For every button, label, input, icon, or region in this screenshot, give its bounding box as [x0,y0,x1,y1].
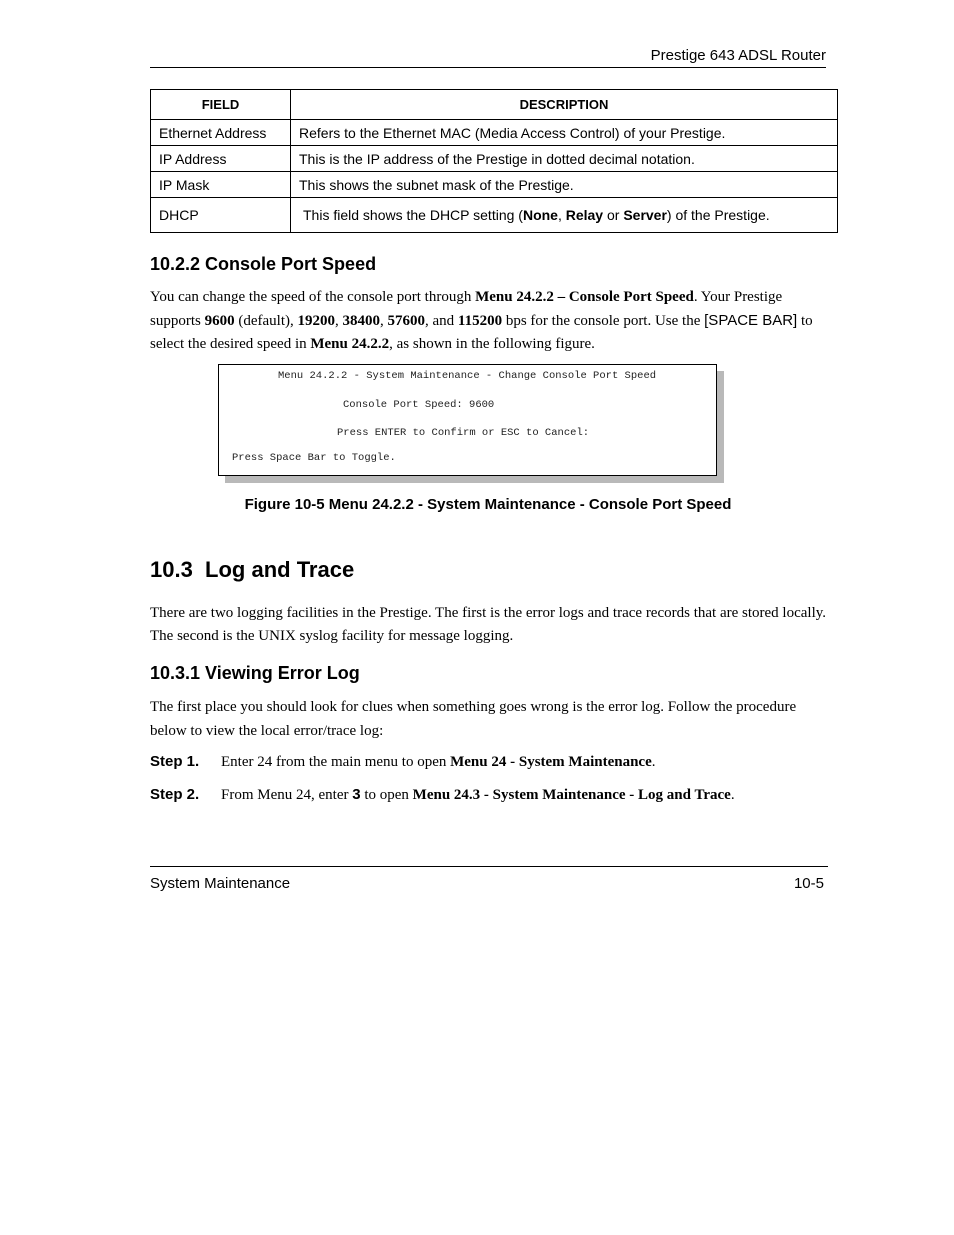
header-title: Prestige 643 ADSL Router [650,47,826,64]
table-row [151,146,838,172]
footer-section-name: System Maintenance [150,875,291,892]
table-cell-description: This field shows the DHCP setting (None, Relay or Server) of the Prestige. [291,198,838,233]
table-cell-field: IP Mask [151,172,291,198]
footer-rule [150,866,828,867]
table-cell-field: DHCP [151,198,291,233]
table-cell-description: This is the IP address of the Prestige in dotted decimal notation. [291,146,838,172]
section-heading-console-port-speed: 10.2.2 Console Port Speed [150,254,377,274]
table-cell-field: Ethernet Address [151,120,291,146]
console-port-paragraph: You can change the speed of the console port through Menu 24.2.2 – Console Port Speed. Your Prestige supports 9600 (default), 19200, 38400, 57600, and 115200 bps for the console port. Use the [SPACE BAR] to select the desired speed in Menu 24.2.2, as shown in the following figure. [150,289,813,352]
screen-console-speed: Console Port Speed: 9600 [343,399,495,411]
console-screen-figure [218,364,717,476]
table-row [151,198,838,233]
table-cell-field: IP Address [151,146,291,172]
step-1: Step 1. Enter 24 from the main menu to open Menu 24 - System Maintenance. [150,753,656,770]
table-cell-description: Refers to the Ethernet MAC (Media Access Control) of your Prestige. [291,120,838,146]
screen-confirm-prompt: Press ENTER to Confirm or ESC to Cancel: [337,427,590,439]
error-log-paragraph: The first place you should look for clues when something goes wrong is the error log. Follow the procedure below to view the local error/trace log: [150,699,797,739]
table-row [151,120,838,146]
figure-caption: Figure 10-5 Menu 24.2.2 - System Maintenance - Console Port Speed [244,496,732,513]
footer-page-number: 10-5 [793,875,824,892]
log-trace-paragraph: There are two logging facilities in the Prestige. The first is the error logs and trace records that are stored locally. The second is the UNIX syslog facility for message logging. [150,605,827,644]
table-row [151,172,838,198]
table-cell-description: This shows the subnet mask of the Prestige. [291,172,838,198]
section-heading-viewing-error-log: 10.3.1 Viewing Error Log [150,663,360,683]
step-2: Step 2. From Menu 24, enter 3 to open Menu 24.3 - System Maintenance - Log and Trace. [150,786,735,803]
table-header-field: FIELD [151,90,291,120]
header-rule [150,67,826,68]
section-heading-log-and-trace: 10.3 Log and Trace [150,557,355,582]
key-name: [SPACE BAR] [704,312,798,329]
table-header-row [151,90,838,120]
field-description-table [150,89,838,233]
table-header-description: DESCRIPTION [291,90,838,120]
screen-toggle-hint: Press Space Bar to Toggle. [232,452,396,464]
screen-menu-title: Menu 24.2.2 - System Maintenance - Change Console Port Speed [278,370,657,382]
